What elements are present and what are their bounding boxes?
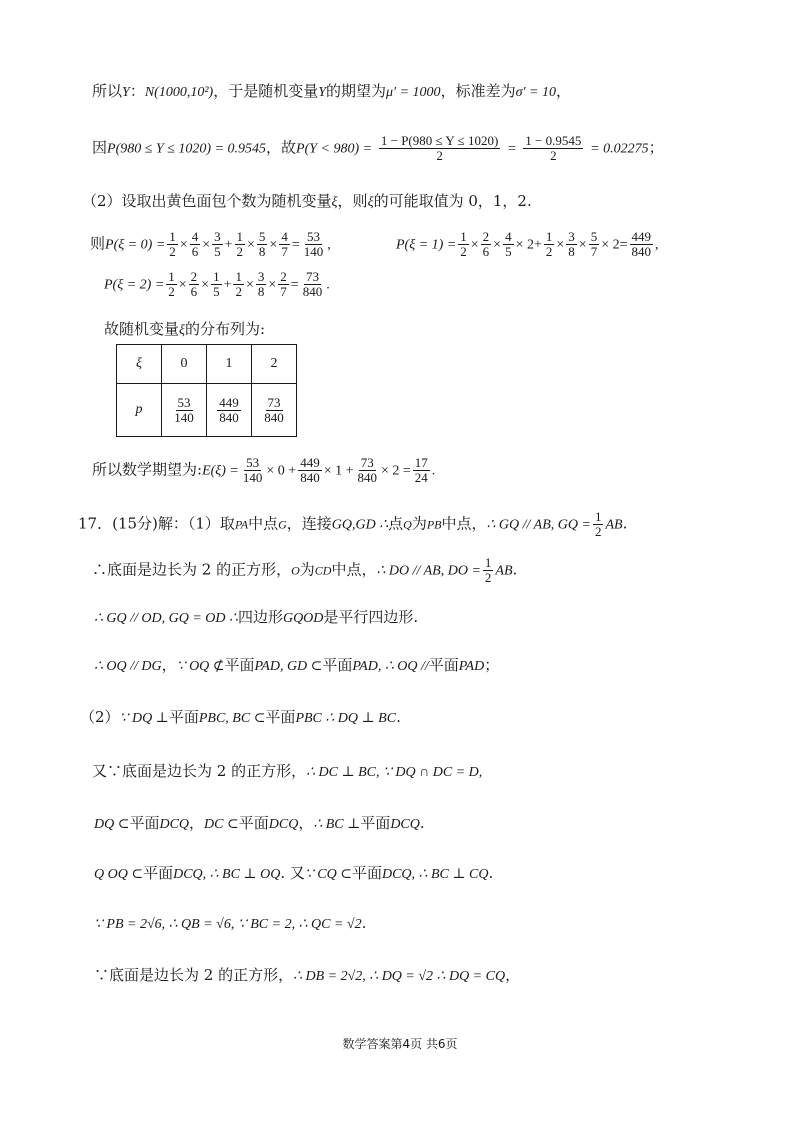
line-13: [92, 760, 482, 784]
text: ∴底面是边长为 2 的正方形，: [92, 560, 292, 579]
fraction: [630, 230, 654, 259]
numerator: 1 − P(980 ≤ Y ≤ 1020): [380, 133, 499, 148]
text: ；: [484, 656, 500, 674]
fraction: [262, 396, 286, 425]
text: 平面: [265, 708, 296, 726]
numerator: 449: [219, 394, 239, 410]
math: CD: [314, 563, 332, 578]
fraction: [256, 270, 267, 299]
math: .: [431, 463, 436, 479]
denominator: 6: [482, 244, 490, 259]
fraction: [211, 270, 222, 299]
denominator: 6: [190, 284, 198, 299]
math: ×: [493, 237, 502, 253]
text: 平面: [129, 814, 160, 832]
math: DC ⊂: [204, 817, 239, 832]
numerator: 1: [594, 509, 602, 524]
math: ∵ CQ ⊂: [304, 867, 352, 882]
text: .: [419, 814, 425, 832]
denominator: 2: [436, 148, 443, 163]
math: ∴ GQ // OD, GQ = OD ∴: [94, 611, 238, 626]
text: 为: [299, 560, 315, 579]
math: P(ξ = 0) =: [105, 237, 166, 253]
math: ∴ GQ // AB, GQ =: [486, 517, 591, 533]
math: Q: [403, 517, 412, 532]
denominator: 2: [460, 244, 467, 259]
math: ×: [178, 277, 187, 293]
math: E(ξ) =: [202, 463, 239, 479]
math: ×: [269, 237, 278, 253]
fraction: [279, 230, 290, 259]
table-cell: 2: [252, 345, 297, 384]
fraction: [298, 456, 322, 485]
fraction: [566, 230, 577, 259]
text: .: [622, 514, 628, 533]
text: ，连接: [286, 514, 332, 533]
math: P(ξ = 2) =: [104, 277, 165, 293]
denominator: 8: [258, 244, 266, 259]
math: PBC ∴ DQ ⊥ BC: [295, 711, 397, 726]
line-15: [94, 862, 493, 886]
denominator: 140: [242, 470, 263, 485]
fraction: [379, 134, 500, 163]
numerator: 449: [631, 229, 652, 244]
text: 中点: [248, 514, 279, 533]
fraction: [413, 456, 430, 485]
math: Y: [318, 85, 326, 100]
math: ∴ DC ⊥ BC, ∵ DQ ∩ DC = D,: [306, 765, 483, 780]
numerator: 2: [482, 229, 490, 244]
denominator: 840: [302, 284, 323, 299]
math: PBC, BC ⊂: [198, 711, 266, 726]
math: ∴ DO // AB, DO =: [376, 563, 481, 579]
math: =: [290, 277, 299, 293]
text: 故随机变量: [104, 320, 180, 338]
text: 平面: [143, 864, 174, 882]
distribution-table: [116, 344, 297, 437]
fraction: [302, 230, 326, 259]
denominator: 840: [631, 244, 652, 259]
denominator: 840: [300, 470, 320, 485]
math: × 0 +: [266, 463, 297, 479]
numerator: 3: [568, 229, 575, 244]
text: ，标准差为: [440, 82, 516, 100]
denominator: 140: [303, 244, 324, 259]
text: 是平行四边形.: [323, 608, 419, 626]
numerator: 73: [360, 455, 374, 470]
text: ，则: [337, 192, 368, 210]
line-4: [90, 230, 331, 259]
denominator: 2: [169, 244, 176, 259]
numerator: 1: [169, 229, 176, 244]
line-12: [80, 706, 401, 730]
table-cell: [252, 384, 297, 437]
table-cell: [207, 384, 252, 437]
math: ×: [470, 237, 479, 253]
denominator: 2: [550, 148, 557, 163]
text: 平面: [322, 656, 353, 674]
fraction: [190, 230, 201, 259]
numerator: 73: [305, 269, 319, 284]
fraction: [172, 396, 196, 425]
fraction: [593, 510, 604, 539]
denominator: 2: [168, 284, 175, 299]
fraction: [523, 134, 583, 163]
numerator: 1: [545, 229, 553, 244]
denominator: 7: [280, 284, 287, 299]
math: DCQ: [159, 817, 190, 832]
denominator: 2: [594, 524, 602, 539]
math: ×: [202, 237, 211, 253]
math: ξ: [179, 323, 186, 338]
fraction: [166, 270, 177, 299]
text: ，: [189, 814, 205, 832]
numerator: 1: [484, 555, 492, 570]
fraction: [589, 230, 600, 259]
fraction: [483, 556, 494, 585]
denominator: 840: [219, 409, 239, 425]
math: Q OQ ⊂: [94, 867, 144, 882]
text: ，: [161, 656, 177, 674]
text: 平面: [238, 814, 269, 832]
denominator: 2: [545, 244, 553, 259]
text: 中点，: [331, 560, 377, 579]
text: 的可能取值为 0，1，2.: [373, 192, 532, 210]
numerator: 53: [246, 455, 260, 470]
math: × 1 +: [323, 463, 354, 479]
numerator: 1: [460, 229, 467, 244]
numerator: 4: [191, 229, 199, 244]
denominator: 2: [484, 570, 492, 585]
fraction: [233, 270, 244, 299]
numerator: 53: [306, 229, 320, 244]
math: ∴ BC ⊥: [313, 817, 361, 832]
math: μ′ = 1000: [386, 85, 441, 100]
math: AB: [495, 563, 513, 579]
numerator: 1: [235, 269, 242, 284]
math: P(Y < 980) =: [296, 141, 373, 157]
line-16: [94, 912, 366, 936]
line-7: [92, 456, 435, 485]
text: 平面: [351, 864, 382, 882]
table-cell: 1: [207, 345, 252, 384]
denominator: 6: [191, 244, 199, 259]
math: ×: [578, 237, 587, 253]
math: ∵ PB = 2√6, ∴ QB = √6, ∵ BC = 2, ∴ QC = √2: [94, 917, 362, 932]
math: =: [507, 141, 517, 157]
math: N(1000,10²): [144, 85, 214, 100]
math: PAD, ∴ OQ //: [352, 659, 429, 674]
denominator: 5: [214, 244, 221, 259]
math: ×: [247, 237, 255, 253]
fraction: [278, 270, 289, 299]
line-9: [92, 556, 517, 585]
line-10: [94, 606, 418, 630]
math: DCQ, ∴ BC ⊥ CQ: [381, 867, 489, 882]
table-cell: p: [117, 384, 162, 437]
fraction: [167, 230, 178, 259]
numerator: 1: [213, 269, 220, 284]
numerator: 2: [190, 269, 198, 284]
math: +: [223, 277, 232, 293]
math: =: [291, 237, 300, 253]
denominator: 5: [213, 284, 220, 299]
text: ∵底面是边长为 2 的正方形，: [94, 966, 294, 984]
text: ；: [648, 138, 664, 157]
math: ×: [179, 237, 188, 253]
text: ，: [298, 814, 314, 832]
numerator: 5: [258, 229, 266, 244]
denominator: 5: [505, 244, 512, 259]
fraction: [257, 230, 268, 259]
math: ,: [327, 237, 331, 253]
math: GQ,GD ∴: [331, 517, 389, 533]
line-14: [94, 812, 425, 836]
text: 17．(15分)解：（1）取: [78, 514, 235, 533]
math: ×: [201, 277, 210, 293]
numerator: 4: [281, 229, 288, 244]
text: ，故: [266, 138, 297, 157]
page-footer: 数学答案第4页 共6页: [342, 1037, 458, 1051]
numerator: 1 − 0.9545: [525, 133, 582, 148]
math: ∴ OQ // DG: [94, 659, 162, 674]
math: × 2: [601, 237, 620, 253]
math: PAD, GD ⊂: [254, 659, 323, 674]
text: ，: [505, 966, 521, 984]
denominator: 840: [264, 409, 284, 425]
math: =: [619, 237, 628, 253]
math: PB: [426, 517, 442, 532]
text: 为: [411, 514, 427, 533]
math: P(ξ = 1) =: [396, 237, 457, 253]
text: 的期望为: [326, 82, 387, 100]
fraction: [503, 230, 514, 259]
math: ,: [655, 237, 659, 253]
text: （2）: [80, 708, 120, 726]
math: .: [326, 277, 330, 293]
fraction: [235, 230, 246, 259]
math: Y: [122, 85, 130, 100]
denominator: 8: [257, 284, 265, 299]
text: .: [361, 914, 367, 932]
fraction: [212, 230, 223, 259]
text: .: [396, 708, 401, 726]
text: 则: [90, 234, 106, 253]
text: 又∵底面是边长为 2 的正方形，: [92, 762, 307, 780]
math: DCQ, ∴ BC ⊥ OQ: [173, 867, 281, 882]
text: 平面: [360, 814, 391, 832]
math: ∵ OQ ⊄: [176, 659, 225, 674]
table-row: [117, 345, 297, 384]
numerator: 53: [177, 394, 191, 410]
math: DCQ: [390, 817, 420, 832]
numerator: 3: [257, 269, 265, 284]
math: +: [224, 237, 233, 253]
math: ∴ DB = 2√2, ∴ DQ = √2 ∴ DQ = CQ: [293, 969, 506, 984]
math: O: [291, 563, 300, 578]
fraction: [481, 230, 492, 259]
line-2: [92, 134, 664, 163]
math: ξ: [331, 195, 338, 210]
line-11: [94, 654, 499, 678]
text: 平面: [428, 656, 459, 674]
text: . 又: [280, 864, 305, 882]
fraction: [301, 270, 325, 299]
math: PA: [234, 517, 249, 532]
math: σ′ = 10: [515, 85, 556, 100]
text: .: [512, 560, 518, 579]
math: PAD: [458, 659, 485, 674]
text: （2）设取出黄色面包个数为随机变量: [82, 192, 332, 210]
numerator: 73: [267, 394, 281, 410]
denominator: 8: [568, 244, 575, 259]
table-cell: ξ: [117, 345, 162, 384]
denominator: 24: [414, 470, 428, 485]
math: +: [533, 237, 542, 253]
math: AB: [605, 517, 623, 533]
numerator: 1: [236, 229, 243, 244]
math: ×: [556, 237, 565, 253]
fraction: [458, 230, 469, 259]
math: ×: [245, 277, 254, 293]
denominator: 7: [590, 244, 598, 259]
denominator: 840: [357, 470, 377, 485]
text: 的分布列为:: [185, 320, 266, 338]
numerator: 2: [280, 269, 287, 284]
line-3: [82, 190, 532, 214]
math: DQ ⊂: [94, 817, 130, 832]
line-8: [78, 510, 627, 539]
math: GQOD: [282, 611, 324, 626]
line-4b: [396, 230, 659, 259]
text: 中点，: [441, 514, 487, 533]
text: 四边形: [237, 608, 283, 626]
numerator: 4: [505, 229, 512, 244]
text: ：: [129, 82, 145, 100]
math: ×: [268, 277, 277, 293]
math: = 0.02275: [590, 141, 649, 157]
text: 平面: [224, 656, 255, 674]
text: ，: [556, 82, 572, 100]
denominator: 2: [235, 284, 242, 299]
table-cell: [162, 384, 207, 437]
math: × 2: [515, 237, 534, 253]
numerator: 3: [214, 229, 221, 244]
numerator: 5: [590, 229, 598, 244]
text: 因: [92, 138, 108, 157]
fraction: [217, 396, 241, 425]
math: DCQ: [268, 817, 299, 832]
numerator: 1: [168, 269, 175, 284]
line-1: [92, 80, 571, 104]
line-5: [104, 270, 330, 299]
table-row: [117, 384, 297, 437]
text: ，于是随机变量: [213, 82, 319, 100]
math: ξ: [367, 195, 374, 210]
fraction: [241, 456, 265, 485]
table-cell: 0: [162, 345, 207, 384]
line-6: [104, 318, 265, 342]
math: P(980 ≤ Y ≤ 1020) = 0.9545: [107, 141, 266, 157]
text: 点: [388, 514, 404, 533]
numerator: 17: [414, 455, 428, 470]
fraction: [544, 230, 555, 259]
numerator: 449: [300, 455, 320, 470]
math: × 2 =: [380, 463, 411, 479]
denominator: 140: [174, 409, 194, 425]
denominator: 7: [281, 244, 288, 259]
text: 平面: [168, 708, 199, 726]
text: .: [488, 864, 494, 882]
fraction: [189, 270, 200, 299]
denominator: 2: [236, 244, 243, 259]
text: 所以: [92, 82, 123, 100]
math: G: [278, 517, 287, 532]
line-17: [94, 964, 520, 988]
math: ∵ DQ ⊥: [119, 711, 169, 726]
text: 所以数学期望为:: [92, 460, 203, 479]
fraction: [355, 456, 379, 485]
